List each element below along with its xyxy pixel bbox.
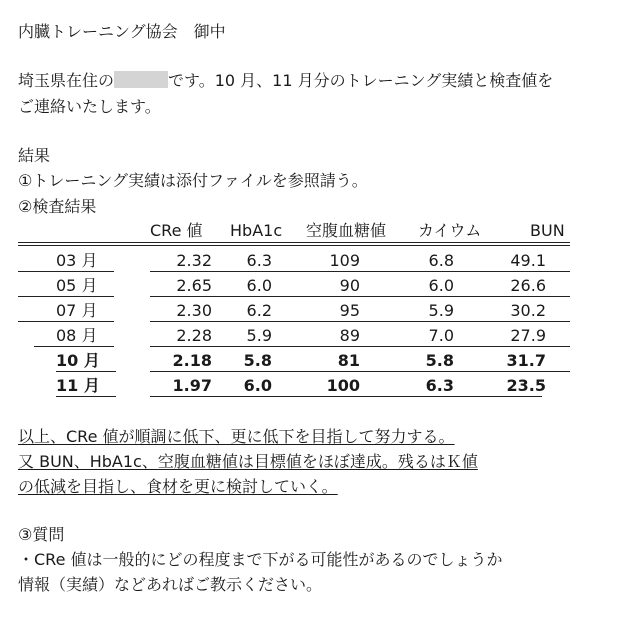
addressee: 内臓トレーニング協会 御中 [18,22,226,41]
header-hba1c: HbA1c [230,221,283,240]
table-row [0,298,640,323]
cell-hba1c: 6.2 [246,301,272,320]
cell-fasting-glucose: 100 [326,376,360,395]
cell-potassium: 5.8 [425,351,454,370]
cell-bun: 49.1 [510,251,546,270]
row-month: 08 月 [56,326,98,345]
cell-hba1c: 6.3 [246,251,272,270]
summary-line-1: 以上、CRe 値が順調に低下、更に低下を目指して努力する。 [18,427,455,446]
table-row [0,373,640,398]
cell-potassium: 6.0 [428,276,454,295]
cell-fasting-glucose: 81 [337,351,360,370]
cell-cre: 2.30 [176,301,212,320]
cell-fasting-glucose: 95 [339,301,360,320]
cell-fasting-glucose: 89 [339,326,360,345]
intro-before: 埼玉県在住の [18,71,115,90]
row-underline-values [150,396,542,397]
table-row [0,248,640,273]
row-underline-label [18,296,114,297]
cell-hba1c: 5.9 [246,326,272,345]
cell-cre: 1.97 [172,376,212,395]
cell-cre: 2.18 [172,351,212,370]
table-row [0,273,640,298]
row-underline-label [18,271,114,272]
cell-bun: 26.6 [510,276,546,295]
cell-bun: 31.7 [506,351,546,370]
intro-line-1 [18,70,553,92]
cell-potassium: 6.8 [428,251,454,270]
table-inner-rule [18,245,570,246]
row-underline-label [56,396,116,397]
cell-potassium: 7.0 [428,326,454,345]
row-month: 07 月 [56,301,98,320]
row-month: 10 月 [56,351,100,370]
results-heading: 結果 [18,146,51,165]
header-potassium: カイウム [418,221,482,240]
cell-fasting-glucose: 90 [339,276,360,295]
header-bun: BUN [530,221,565,240]
summary-line-2: 又 BUN、HbA1c、空腹血糖値は目標値をほぼ達成。残るはＫ値 [18,452,478,471]
question-line-2: 情報（実績）などあればご教示ください。 [18,575,323,594]
table-header-rule [18,242,570,243]
cell-hba1c: 6.0 [243,376,272,395]
cell-bun: 30.2 [510,301,546,320]
row-underline-values [150,271,570,272]
cell-bun: 27.9 [510,326,546,345]
table-header-row [0,218,640,242]
header-fasting-glucose: 空腹血糖値 [306,221,387,240]
cell-potassium: 5.9 [428,301,454,320]
cell-hba1c: 6.0 [246,276,272,295]
row-underline-values [150,346,570,347]
cell-cre: 2.65 [176,276,212,295]
cell-hba1c: 5.8 [243,351,272,370]
row-underline-label [34,346,114,347]
redacted-name [114,71,168,88]
table-row [0,348,640,373]
row-underline-values [150,371,570,372]
lab-results-table [0,218,640,398]
row-month: 11 月 [56,376,100,395]
cell-fasting-glucose: 109 [329,251,360,270]
question-line-1: ・CRe 値は一般的にどの程度まで下がる可能性があるのでしょうか [18,550,503,569]
row-underline-label [18,321,114,322]
results-item-2: ②検査結果 [18,197,97,216]
row-month: 03 月 [56,251,98,270]
row-month: 05 月 [56,276,98,295]
question-heading: ③質問 [18,525,65,544]
header-cre: CRe 値 [150,221,203,240]
row-underline-values [150,321,570,322]
cell-bun: 23.5 [506,376,546,395]
cell-cre: 2.32 [176,251,212,270]
table-body [0,248,640,398]
row-underline-values [150,296,570,297]
summary-line-3: の低減を目指し、食材を更に検討していく。 [18,477,338,496]
intro-after: です。10 月、11 月分のトレーニング実績と検査値を [168,71,554,90]
cell-cre: 2.28 [176,326,212,345]
results-item-1: ①トレーニング実績は添付ファイルを参照請う。 [18,171,368,190]
cell-potassium: 6.3 [425,376,454,395]
row-underline-label [56,371,116,372]
intro-line-2: ご連絡いたします。 [18,97,161,116]
table-row [0,323,640,348]
